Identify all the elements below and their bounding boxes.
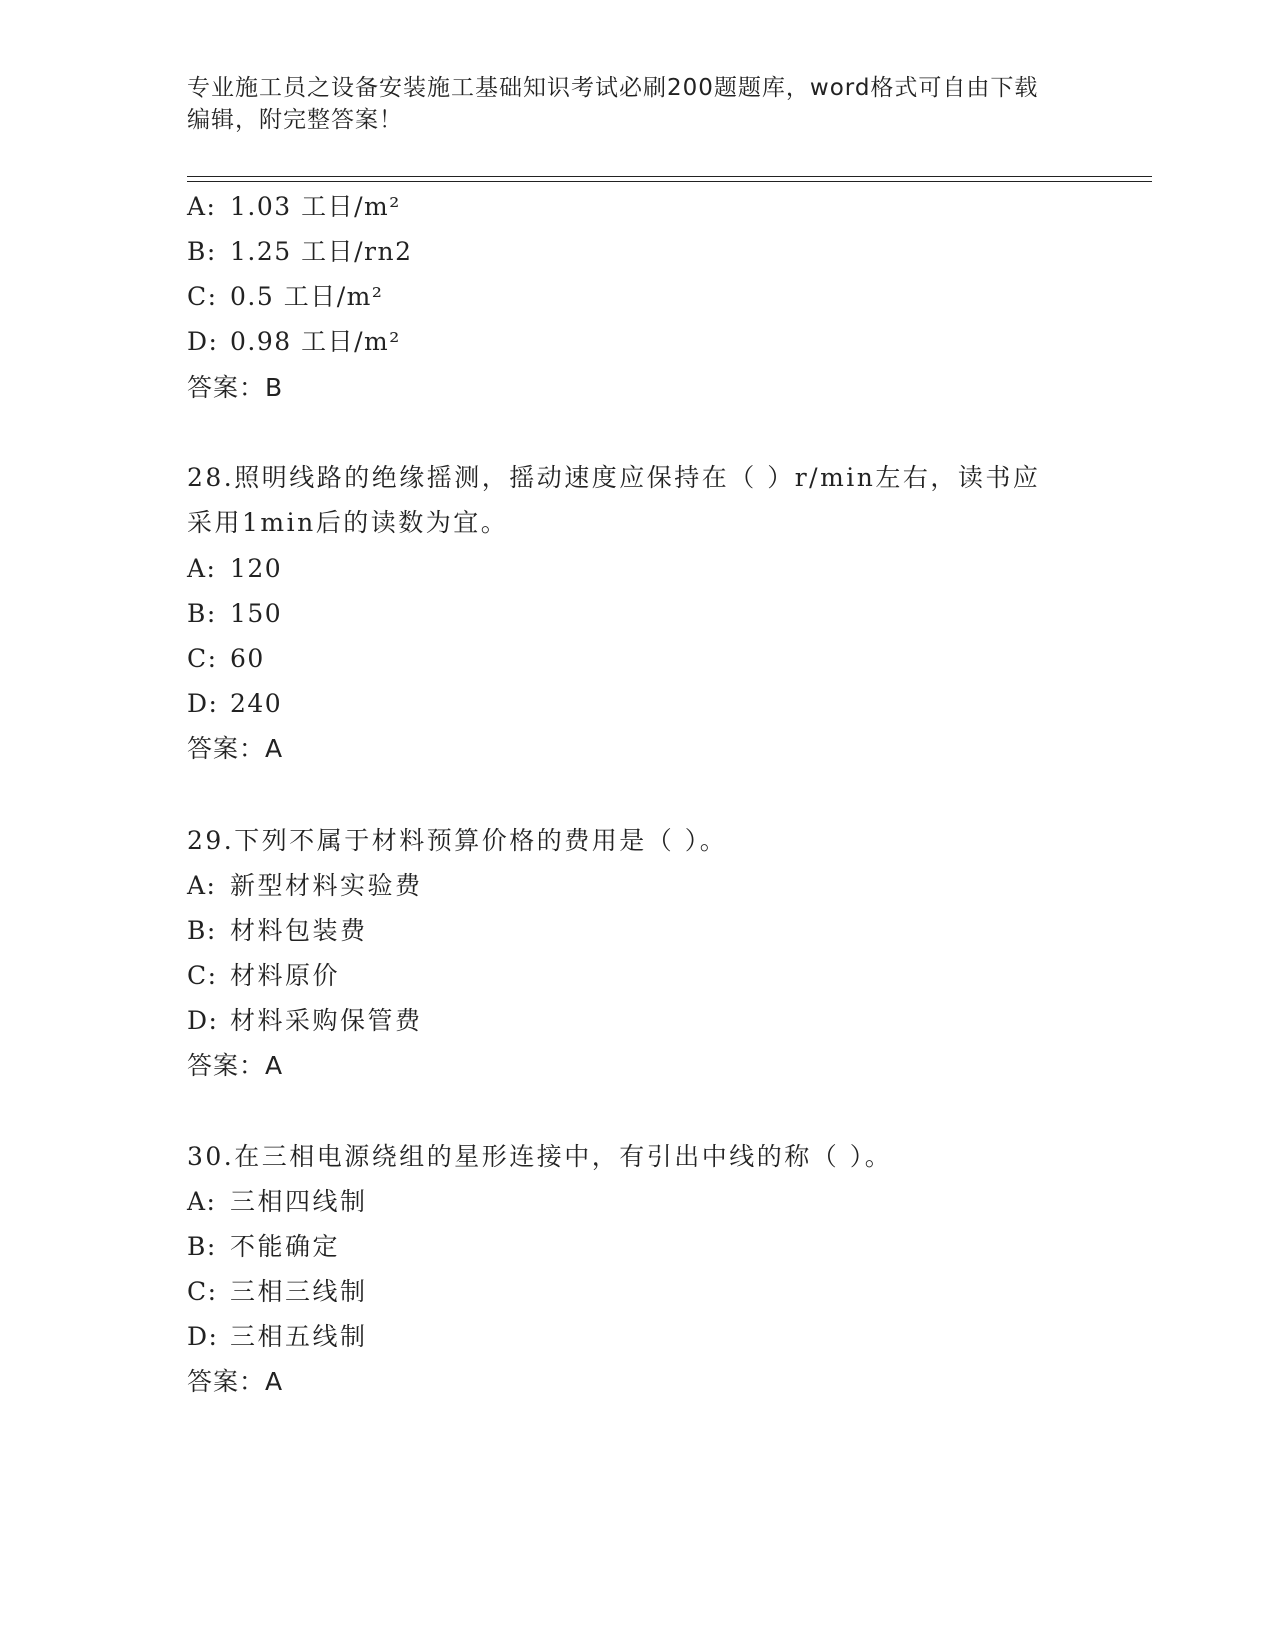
option-text: 三相四线制: [230, 1187, 368, 1216]
option-text: 材料采购保管费: [230, 1006, 423, 1035]
option-label: B:: [187, 916, 217, 945]
q27-option-d: [187, 326, 401, 358]
header-divider-bottom: [187, 181, 1152, 182]
header-line-1: 专业施工员之设备安装施工基础知识考试必刷200题题库，word格式可自由下载: [187, 75, 1039, 101]
option-label: B:: [187, 599, 217, 628]
q28-question-line-2: 采用1min后的读数为宜。: [187, 508, 509, 537]
option-label: A:: [187, 871, 217, 900]
option-text: 不能确定: [230, 1232, 341, 1261]
option-label: A:: [187, 192, 217, 221]
q28-option-a: [187, 553, 282, 585]
q30-option-b: [187, 1231, 340, 1263]
option-label: B:: [187, 237, 217, 266]
q30-answer: 答案：A: [187, 1367, 284, 1396]
option-text: 1.03 工日/m²: [230, 192, 401, 221]
option-label: D:: [187, 689, 219, 718]
option-label: A:: [187, 554, 217, 583]
option-text: 材料原价: [230, 961, 341, 990]
q27-answer: 答案：B: [187, 373, 284, 402]
document-header: [187, 72, 1077, 136]
header-divider-top: [187, 176, 1152, 177]
q29-answer: 答案：A: [187, 1051, 284, 1080]
option-text: 240: [230, 689, 283, 718]
q29-option-a: [187, 870, 423, 902]
q27-option-a: [187, 191, 401, 223]
q29-option-d: [187, 1005, 423, 1037]
q29-question-line-1: 29.下列不属于材料预算价格的费用是（ ）。: [187, 826, 728, 855]
option-text: 材料包装费: [230, 916, 368, 945]
option-text: 120: [230, 554, 283, 583]
q30-option-c: [187, 1276, 368, 1308]
option-text: 三相五线制: [230, 1322, 368, 1351]
q30-option-a: [187, 1186, 368, 1218]
option-text: 60: [230, 644, 265, 673]
option-text: 1.25 工日/rn2: [230, 237, 413, 266]
q27-option-c: [187, 281, 383, 313]
option-text: 150: [230, 599, 283, 628]
q28-option-d: [187, 688, 282, 720]
q29-option-b: [187, 915, 368, 947]
option-label: B:: [187, 1232, 217, 1261]
q28-option-b: [187, 598, 282, 630]
q30-question-line-1: 30.在三相电源绕组的星形连接中，有引出中线的称（ ）。: [187, 1142, 893, 1171]
q29-option-c: [187, 960, 340, 992]
q27-option-b: [187, 236, 413, 268]
option-label: D:: [187, 1006, 219, 1035]
option-label: C:: [187, 644, 218, 673]
option-label: C:: [187, 1277, 218, 1306]
header-line-2: 编辑，附完整答案！: [187, 107, 403, 133]
option-text: 0.5 工日/m²: [230, 282, 384, 311]
option-label: A:: [187, 1187, 217, 1216]
q28-question-line-1: 28.照明线路的绝缘摇测，摇动速度应保持在（ ）r/min左右，读书应: [187, 463, 1041, 492]
q30-option-d: [187, 1321, 368, 1353]
option-label: C:: [187, 282, 218, 311]
option-text: 0.98 工日/m²: [230, 327, 401, 356]
option-text: 新型材料实验费: [230, 871, 423, 900]
q28-option-c: [187, 643, 265, 675]
option-label: D:: [187, 1322, 219, 1351]
option-text: 三相三线制: [230, 1277, 368, 1306]
q28-answer: 答案：A: [187, 734, 284, 763]
option-label: D:: [187, 327, 219, 356]
option-label: C:: [187, 961, 218, 990]
